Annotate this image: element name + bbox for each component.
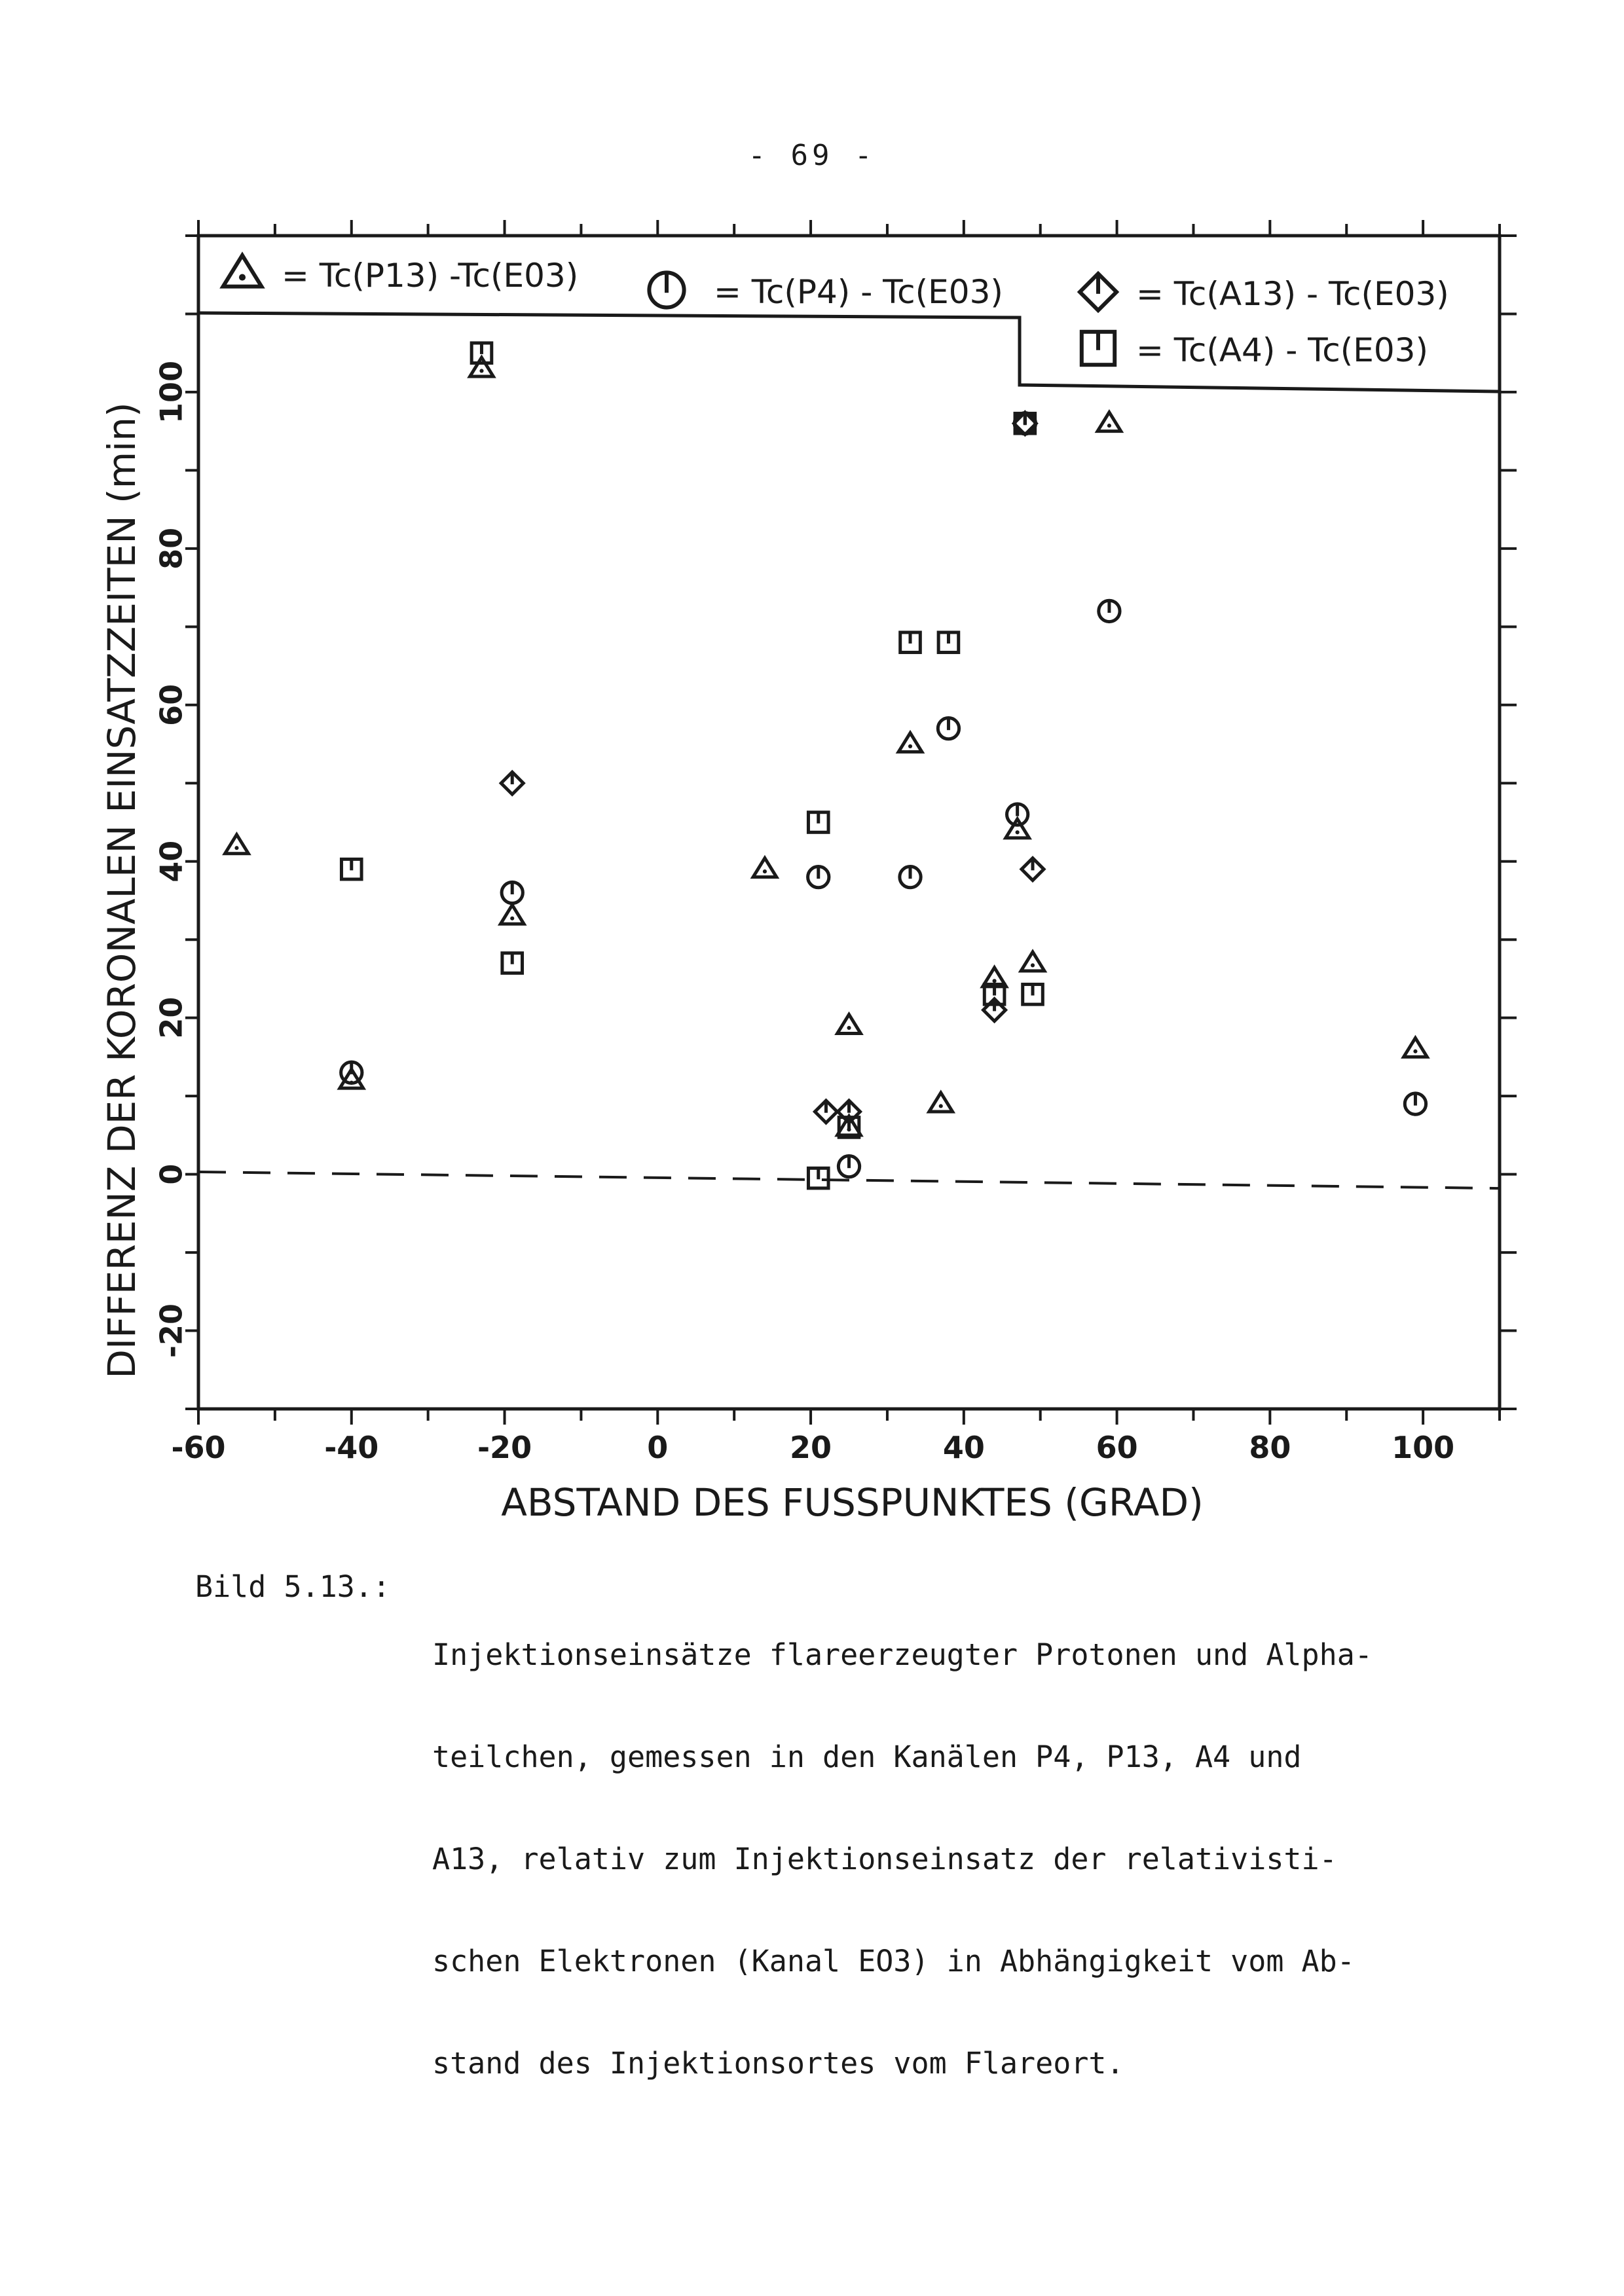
triangle-data-point xyxy=(753,858,777,877)
legend-triangle-symbol xyxy=(223,255,262,287)
marker-dot xyxy=(1031,963,1035,967)
page-number: - 69 - xyxy=(748,139,876,172)
square-data-point xyxy=(502,953,523,974)
legend-diamond-label: = Tc(A13) - Tc(E03) xyxy=(1136,275,1449,313)
triangle-marker-shape xyxy=(753,858,777,877)
legend-square-symbol xyxy=(1082,332,1115,365)
triangle-marker-shape xyxy=(838,1015,861,1034)
caption-line: Injektionseinsätze flareerzeugter Protonen und Alpha- xyxy=(432,1637,1373,1672)
diamond-data-point xyxy=(501,772,523,794)
triangle-data-point xyxy=(470,357,494,376)
caption-text xyxy=(432,1570,1373,2149)
marker-dot xyxy=(1016,830,1020,834)
triangle-marker-shape xyxy=(225,835,249,854)
y-tick-label: 20 xyxy=(153,996,189,1039)
caption-line: A13, relativ zum Injektionseinsatz der relativisti- xyxy=(432,1842,1337,1876)
caption-line: teilchen, gemessen in den Kanälen P4, P13, A4 und xyxy=(432,1740,1302,1774)
square-data-point xyxy=(808,812,828,833)
legend-circle-label: = Tc(P4) - Tc(E03) xyxy=(714,273,1003,311)
y-tick-label: 0 xyxy=(153,1163,189,1185)
x-axis-title: ABSTAND DES FUSSPUNKTES (GRAD) xyxy=(501,1480,1204,1525)
circle-data-point xyxy=(1405,1093,1426,1114)
legend-circle-symbol xyxy=(649,272,684,307)
marker-dot xyxy=(908,744,912,748)
triangle-marker-shape xyxy=(929,1093,953,1112)
triangle-marker-shape xyxy=(1098,412,1121,431)
plot-frame xyxy=(198,236,1500,1409)
marker-dot xyxy=(939,1104,943,1108)
triangle-data-point xyxy=(500,905,524,924)
legend-triangle-label: = Tc(P13) -Tc(E03) xyxy=(282,257,579,295)
y-tick-label: 60 xyxy=(153,683,189,726)
legend-square-label: = Tc(A4) - Tc(E03) xyxy=(1136,331,1428,369)
marker-dot xyxy=(234,846,238,850)
circle-data-point xyxy=(938,718,959,738)
x-tick-label: 80 xyxy=(1249,1430,1291,1465)
legend-diamond-symbol xyxy=(1080,274,1116,310)
marker-dot xyxy=(763,869,767,873)
x-tick-label: -40 xyxy=(324,1430,379,1465)
diamond-data-point xyxy=(1022,858,1044,881)
square-data-point xyxy=(808,1168,828,1188)
marker-dot xyxy=(239,274,246,281)
triangle-marker-shape xyxy=(1021,952,1044,971)
triangle-data-point xyxy=(838,1015,861,1034)
square-data-point xyxy=(900,632,921,653)
y-tick-label: 80 xyxy=(153,527,189,570)
triangle-marker-shape xyxy=(223,255,262,287)
triangle-data-point xyxy=(1404,1038,1428,1057)
marker-dot xyxy=(1107,424,1111,428)
circle-data-point xyxy=(1099,600,1120,621)
diamond-data-point xyxy=(984,999,1006,1021)
zero-reference-line xyxy=(198,1172,1500,1188)
marker-dot xyxy=(479,369,483,373)
x-tick-label: -20 xyxy=(477,1430,532,1465)
marker-dot xyxy=(1413,1049,1417,1053)
y-tick-label: 100 xyxy=(153,360,189,424)
square-data-point xyxy=(1023,985,1043,1005)
x-tick-label: 20 xyxy=(790,1430,832,1465)
x-tick-label: 60 xyxy=(1096,1430,1138,1465)
y-tick-label: 40 xyxy=(153,840,189,883)
marker-dot xyxy=(847,1026,851,1030)
caption-label: Bild 5.13.: xyxy=(195,1569,391,1604)
figure-caption xyxy=(195,1569,1505,2081)
x-tick-label: 40 xyxy=(942,1430,985,1465)
triangle-data-point xyxy=(1098,412,1121,431)
circle-data-point xyxy=(502,882,523,903)
triangle-marker-shape xyxy=(500,905,524,924)
triangle-data-point xyxy=(1021,952,1044,971)
triangle-marker-shape xyxy=(1404,1038,1428,1057)
marker-dot xyxy=(993,979,997,983)
square-data-point xyxy=(341,859,361,879)
x-tick-label: 0 xyxy=(647,1430,669,1465)
circle-data-point xyxy=(838,1156,859,1177)
y-tick-label: -20 xyxy=(153,1303,189,1358)
triangle-data-point xyxy=(929,1093,953,1112)
caption-line: stand des Injektionsortes vom Flareort. xyxy=(432,2046,1124,2081)
square-data-point xyxy=(938,632,959,653)
circle-data-point xyxy=(341,1062,362,1083)
marker-dot xyxy=(510,917,514,920)
triangle-data-point xyxy=(225,835,249,854)
triangle-marker-shape xyxy=(898,733,922,752)
x-tick-label: -60 xyxy=(171,1430,226,1465)
triangle-marker-shape xyxy=(470,357,494,376)
x-tick-label: 100 xyxy=(1392,1430,1455,1465)
y-axis-title: DIFFERENZ DER KORONALEN EINSATZZEITEN (min) xyxy=(100,402,145,1379)
triangle-data-point xyxy=(898,733,922,752)
diamond-data-point xyxy=(815,1101,837,1123)
circle-data-point xyxy=(808,866,829,887)
caption-line: schen Elektronen (Kanal EO3) in Abhängigkeit vom Ab- xyxy=(432,1944,1355,1978)
circle-data-point xyxy=(900,866,921,887)
